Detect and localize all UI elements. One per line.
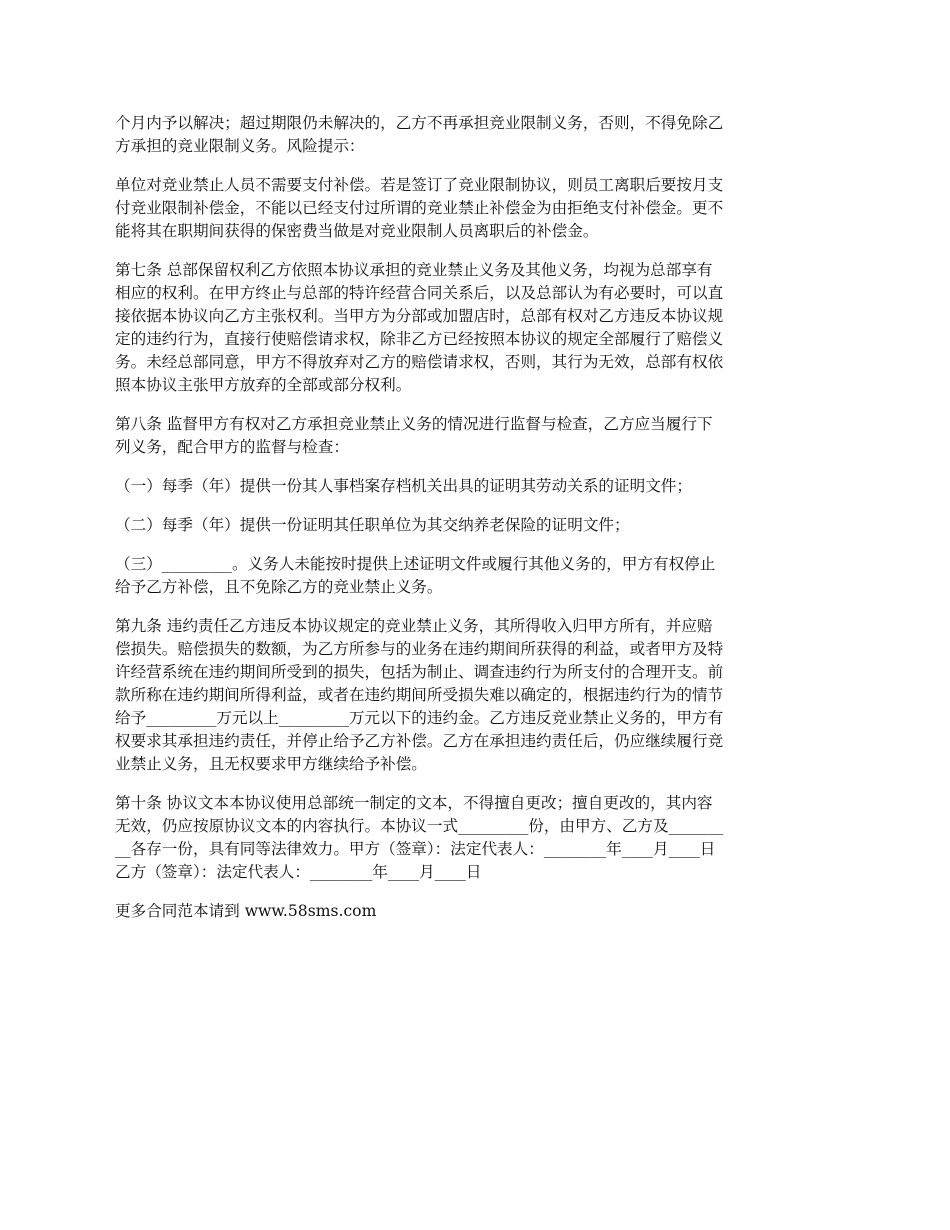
text-line: （三）_________。义务人未能按时提供上述证明文件或履行其他义务的，甲方有权停止: [115, 555, 716, 573]
paragraph: [115, 553, 840, 599]
text-line: 付竞业限制补偿金，不能以已经支付过所谓的竞业禁止补偿金为由拒绝支付补偿金。更不: [115, 199, 724, 217]
text-line: __各存一份，具有同等法律效力。甲方（签章）：法定代表人：________年____月____日: [115, 840, 716, 858]
text-line: 权要求其承担违约责任，并停止给予乙方补偿。乙方在承担违约责任后，仍应继续履行竞: [115, 732, 724, 750]
text-line: 给予乙方补偿，且不免除乙方的竞业禁止义务。: [115, 578, 443, 596]
paragraph: [115, 174, 840, 243]
footer-note: [115, 900, 840, 923]
text-line: 第七条 总部保留权利乙方依照本协议承担的竞业禁止义务及其他义务，均视为总部享有: [115, 261, 713, 279]
paragraph: [115, 615, 840, 776]
paragraph: [115, 514, 840, 537]
text-line: 列义务，配合甲方的监督与检查：: [115, 438, 349, 456]
text-line: 偿损失。赔偿损失的数额，为乙方所参与的业务在违约期间所获得的利益，或者甲方及特: [115, 640, 724, 658]
text-line: 单位对竞业禁止人员不需要支付补偿。若是签订了竞业限制协议，则员工离职后要按月支: [115, 176, 724, 194]
text-line: 款所称在违约期间所得利益，或者在违约期间所受损失难以确定的，根据违约行为的情节: [115, 686, 724, 704]
text-line: 相应的权利。在甲方终止与总部的特许经营合同关系后，以及总部认为有必要时，可以直: [115, 284, 724, 302]
text-line: 第十条 协议文本本协议使用总部统一制定的文本，不得擅自更改；擅自更改的，其内容: [115, 794, 713, 812]
paragraph: [115, 259, 840, 397]
footer-text: 更多合同范本请到 www.58sms.com: [115, 902, 377, 920]
text-line: 第九条 违约责任乙方违反本协议规定的竞业禁止义务，其所得收入归甲方所有，并应赔: [115, 617, 713, 635]
text-line: 接依据本协议向乙方主张权利。当甲方为分部或加盟店时，总部有权对乙方违反本协议规: [115, 307, 724, 325]
text-line: 乙方（签章）：法定代表人：________年____月____日: [115, 863, 482, 881]
document-body: [115, 112, 840, 939]
text-line: 照本协议主张甲方放弃的全部或部分权利。: [115, 376, 412, 394]
text-line: 务。未经总部同意，甲方不得放弃对乙方的赔偿请求权，否则，其行为无效，总部有权依: [115, 353, 724, 371]
paragraph: [115, 112, 840, 158]
text-line: 个月内予以解决；超过期限仍未解决的，乙方不再承担竞业限制义务，否则，不得免除乙: [115, 114, 724, 132]
text-line: （二）每季（年）提供一份证明其任职单位为其交纳养老保险的证明文件；: [115, 516, 630, 534]
text-line: 方承担的竞业限制义务。风险提示：: [115, 137, 365, 155]
text-line: 第八条 监督甲方有权对乙方承担竞业禁止义务的情况进行监督与检查，乙方应当履行下: [115, 415, 713, 433]
text-line: 业禁止义务，且无权要求甲方继续给予补偿。: [115, 755, 427, 773]
text-line: 给予_________万元以上_________万元以下的违约金。乙方违反竞业禁止义务的，甲方有: [115, 709, 724, 727]
text-line: （一）每季（年）提供一份其人事档案存档机关出具的证明其劳动关系的证明文件；: [115, 477, 692, 495]
text-line: 无效，仍应按原协议文本的内容执行。本协议一式_________份，由甲方、乙方及_______: [115, 817, 724, 835]
paragraph: [115, 475, 840, 498]
text-line: 定的违约行为，直接行使赔偿请求权，除非乙方已经按照本协议的规定全部履行了赔偿义: [115, 330, 724, 348]
paragraph: [115, 413, 840, 459]
paragraph: [115, 792, 840, 884]
paragraph-list: [115, 112, 840, 884]
text-line: 许经营系统在违约期间所受到的损失，包括为制止、调查违约行为所支付的合理开支。前: [115, 663, 724, 681]
text-line: 能将其在职期间获得的保密费当做是对竞业限制人员离职后的补偿金。: [115, 222, 599, 240]
